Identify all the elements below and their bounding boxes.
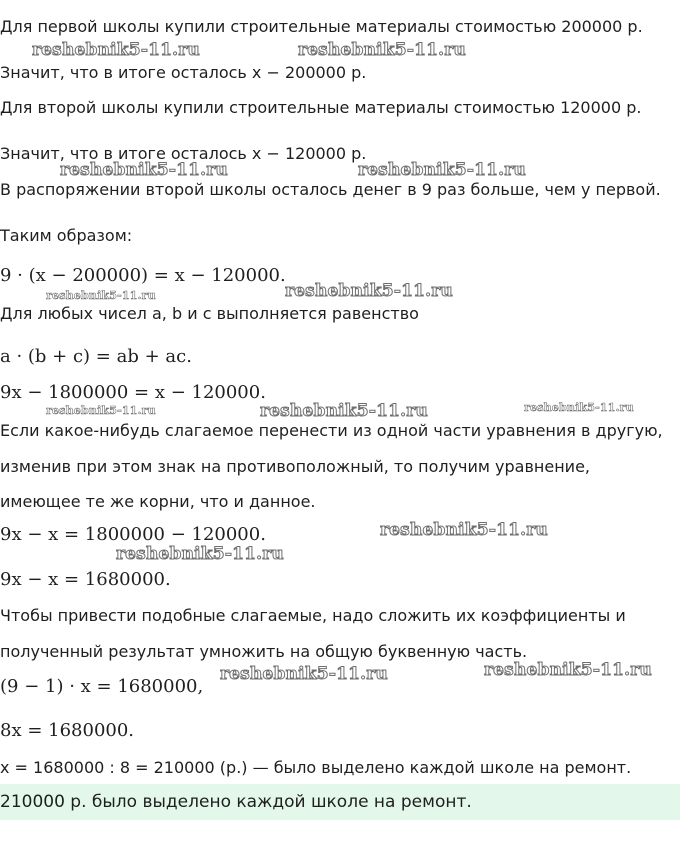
equation: 9x − 1800000 = x − 120000.: [0, 382, 266, 403]
watermark: reshebnik5-11.ru: [524, 401, 634, 414]
text-line: полученный результат умножить на общую буквенную часть.: [0, 642, 528, 661]
text-line: Чтобы привести подобные слагаемые, надо сложить их коэффициенты и: [0, 606, 626, 625]
equation: 9 · (x − 200000) = x − 120000.: [0, 265, 286, 286]
text-line: имеющее те же корни, что и данное.: [0, 492, 316, 511]
watermark: reshebnik5-11.ru: [46, 404, 156, 417]
watermark: reshebnik5-11.ru: [46, 289, 156, 302]
watermark: reshebnik5-11.ru: [358, 160, 526, 180]
watermark: reshebnik5-11.ru: [484, 660, 652, 680]
text-line: изменив при этом знак на противоположный, то получим уравнение,: [0, 457, 591, 476]
watermark: reshebnik5-11.ru: [380, 520, 548, 540]
text-line: Таким образом:: [0, 226, 133, 245]
watermark: reshebnik5-11.ru: [60, 160, 228, 180]
watermark: reshebnik5-11.ru: [285, 281, 453, 301]
answer-text: 210000 р. было выделено каждой школе на ремонт.: [0, 792, 472, 812]
equation: a · (b + c) = ab + ac.: [0, 346, 192, 367]
equation: 8x = 1680000.: [0, 720, 135, 741]
text-line: Для второй школы купили строительные материалы стоимостью 120000 р.: [0, 98, 642, 117]
watermark: reshebnik5-11.ru: [260, 401, 428, 421]
equation: 9x − x = 1680000.: [0, 569, 171, 590]
equation: (9 − 1) · x = 1680000,: [0, 676, 204, 697]
text-line: Значит, что в итоге осталось x − 200000 р.: [0, 63, 367, 82]
watermark: reshebnik5-11.ru: [32, 40, 200, 60]
watermark: reshebnik5-11.ru: [298, 40, 466, 60]
text-line: x = 1680000 : 8 = 210000 (р.) — было выделено каждой школе на ремонт.: [0, 758, 632, 777]
text-line: Для первой школы купили строительные материалы стоимостью 200000 р.: [0, 17, 643, 36]
text-line: Если какое-нибудь слагаемое перенести из одной части уравнения в другую,: [0, 421, 663, 440]
watermark: reshebnik5-11.ru: [116, 544, 284, 564]
text-line: Для любых чисел a, b и c выполняется равенство: [0, 304, 419, 323]
text-line: В распоряжении второй школы осталось денег в 9 раз больше, чем у первой.: [0, 180, 661, 199]
text-line: Значит, что в итоге осталось x − 120000 р.: [0, 144, 367, 163]
watermark: reshebnik5-11.ru: [220, 664, 388, 684]
equation: 9x − x = 1800000 − 120000.: [0, 524, 266, 545]
answer-box: [0, 784, 680, 820]
